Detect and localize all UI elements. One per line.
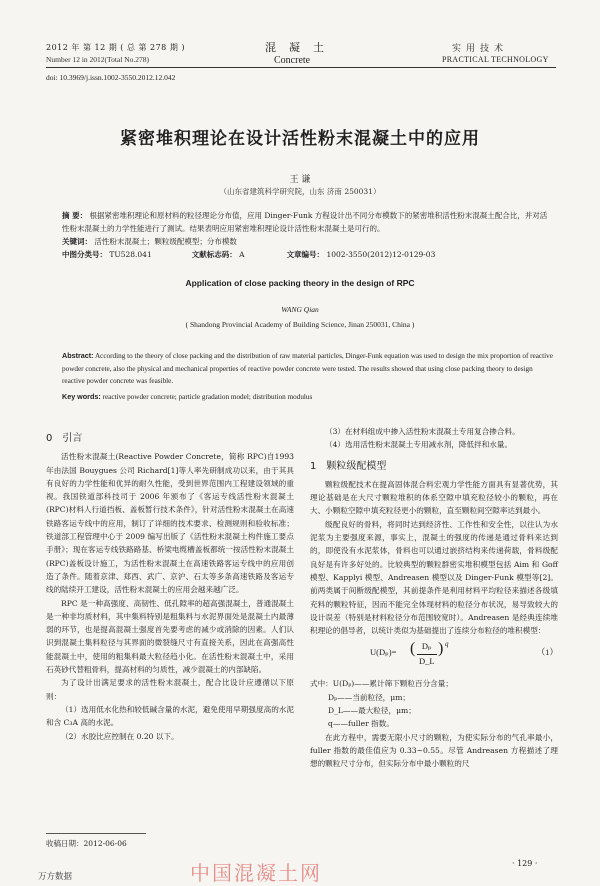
section-number: 1 [310,460,317,472]
english-keywords-label: Key words: [62,392,101,401]
equation-numerator: Dₚ [417,640,437,654]
issue-info: 2012 年 第 12 期 ( 总 第 278 期 ) [46,43,185,52]
watermark: 中国混凝土网 [190,861,322,885]
left-column [46,432,294,743]
section-name: 实用技术 [452,44,509,54]
definition: Dₚ——当前粒径，μm； [328,692,411,702]
abstract-text: 根据紧密堆积理论和原材料的粒径理论分布值，应用 Dinger-Funk 方程设计出不同分布模数下的紧密堆积活性粉末混凝土配合比，并对活性粉末混凝土的力学性能进行了测试。结果表明应用紧密堆积理论设计活性粉末混凝土是可行的。 [62,211,548,233]
article-no-label: 文章编号： [286,250,325,259]
author: 王 谦 [289,175,311,185]
section-number: 0 [46,433,53,444]
wanfang-mark: 万方数据 [38,872,73,882]
english-keywords-text: reactive powder concrete; particle gradation model; distribution modulus [102,393,313,401]
english-affiliation: ( Shandong Provincial Academy of Building Science, Jinan 250031, China ) [185,320,415,329]
list-item: （1）选用低水化热和较低碱含量的水泥，避免使用早期强度高的水泥和含 C₃A 高的水泥。 [46,704,294,728]
english-title: Application of close packing theory in the design of RPC [185,278,415,288]
section-heading-gradation [310,460,558,473]
definition: q——fuller 指数。 [328,719,394,729]
equation-fraction [417,640,437,668]
list-item: （2）水胶比应控制在 0.20 以下。 [61,731,179,741]
bracket-left: ( [410,640,416,658]
doc-code-label: 文献标志码： [191,250,237,259]
english-abstract-label: Abstract: [62,351,94,360]
clc-value: TU528.041 [109,250,152,259]
journal-name: 混凝土 [265,41,337,54]
affiliation: （山东省建筑科学研究院，山东 济南 250031） [219,187,381,196]
keywords-text: 活性粉末混凝土；颗粒级配模型；分布模数 [94,237,237,246]
english-keywords [62,392,312,401]
doi: doi: 10.3969/j.issn.1002-3550.2012.12.042 [46,73,176,82]
section-title: 引言 [62,433,83,444]
paragraph: RPC 是一种高强度、高韧性、低孔隙率的超高强混凝土，普通混凝土是一种非均质材料，其中集料特别是粗集料与水泥界面处是混凝土内最薄弱的环节，也是提高混凝土强度首先要考虑的减少或消除的因素。人们认识到混凝土集料粒径与其界面的微裂缝尺寸有直接关系，因此在高强高性能混凝土中，使用的粗集料最大粒径趋小化。在活性粉末混凝土中，采用石英砂代替粗骨料，提高材料的匀质性，减少混凝土的内部缺陷。 [46,598,294,675]
classification-line [62,249,435,260]
definition: 式中：U(Dₚ)——累计筛下颗粒百分含量； [310,679,453,689]
right-column [310,425,558,771]
paragraph: 为了设计出满足要求的活性粉末混凝土，配合比设计应遵循以下原则： [46,678,294,701]
paragraph: 级配良好的骨料，将同时达到经济性、工作性和安全性，以往认为水泥浆为主要强度来源，事实上，混凝土的强度的传递是通过骨料来达到的，即使没有水泥浆体，骨料也可以通过嵌挤结构来传递荷载，骨料级配良好是有许多好处的。比较典型的颗粒群密实堆积模型包括 Aim 和 Goff 模型、Kapplyi 模型、Andreasen 模型以及 Dinger-Funk 模型等[2]。前两类属于间断级配模型，其前提条件是利用材料平均粒径来描述各级填充料的颗粒特征，因而不能完全体现材料的粒径分布状况，易导致较大的设计误差（特别是材料粒径分布范围较宽时）。Andreasen 是经典连续堆积理论的倡导者，以统计类似为基础提出了连续分布粒径的堆积模型： [310,519,558,636]
issue-info-en: Number 12 in 2012(Total No.278) [46,55,150,64]
paragraph: 在此方程中，需要无限小尺寸的颗粒，为使实际分布的气孔率最小，fuller 指数的最佳值应为 0.33~0.55。尽管 Andreasen 方程描述了理想的颗粒尺寸分布，但实际分布中最小颗粒的尺 [310,732,558,769]
section-heading-intro [46,432,294,445]
equation-denominator: D_L [419,655,435,666]
article-no-value: 1002-3550(2012)12-0129-03 [326,250,436,259]
paragraph: 颗粒级配技术在提高固体混合料宏观力学性能方面具有显著优势，其理论基础是在大尺寸颗粒堆积的体系空隙中填充粒径较小的颗粒，再在大、小颗粒空隙中填充粒径更小的颗粒，直至颗粒间空隙率达到最小。 [310,479,558,516]
doc-code-value: A [239,250,245,259]
section-name-en: PRACTICAL TECHNOLOGY [442,55,549,64]
bracket-right: ) [438,640,444,658]
journal-name-en: Concrete [274,55,311,66]
equation-number: （1） [536,647,558,658]
equation-1 [310,640,558,674]
footnote-rule [46,833,146,834]
english-abstract [62,350,554,388]
clc-label: 中图分类号： [62,250,107,259]
definition: D_L——最大粒径，μm； [328,706,416,716]
page-title: 紧密堆积理论在设计活性粉末混凝土中的应用 [120,129,480,149]
equation-lhs: U(Dₚ)= [370,647,397,658]
paragraph: 活性粉末混凝土(Reactive Powder Concrete，简称 RPC)自1993 年由法国 Bouygues 公司 Richard[1]等人率先研制成功以来，由于其具有良好的力学性能和优异的耐久性能，受到世界范围内工程建设领域的重视。我国铁道部科技司于 2006 年颁布了《客运专线活性粉末混凝土(RPC)材料人行道挡板、盖板暂行技术条件》，针对活性粉末混凝土在高速铁路客运专线中的应用，制订了详细的技术要求、检测规则和验收标准；铁道部工程管理中心于 2009 编写出版了《活性粉末混凝土构件施工要点手册》；现在客运专线铁路路基、桥梁电缆槽盖板都统一按活性粉末混凝土(RPC)盖板设计施工，为活性粉末混凝土在高速铁路客运专线中的应用创造了条件。随着京津、郑西、武广、京沪、石太等多条高速铁路及客运专线的陆续开工建设，活性粉末混凝土的应用会越来越广泛。 [46,452,294,595]
list-item: （4）选用活性粉末混凝土专用减水剂，降低拌和水量。 [325,440,513,450]
abstract-label: 摘 要： [62,211,88,220]
list-item: （3）在材料组成中掺入活性粉末混凝土专用复合掺合料。 [325,427,520,436]
header-rule [46,67,556,68]
section-title: 颗粒级配模型 [326,460,387,472]
english-abstract-text: According to the theory of close packing and the distribution of raw material particles, Dinger-Funk equation was used to design the mix proportion of reactive powder concrete, also the physical and mechanical properties of reactive powder concrete were tested. The results showed that using close packing theory to design reactive powder concrete was feasible. [62,352,553,385]
keywords-label: 关键词： [62,237,92,246]
page-number: · 129 · [512,859,538,868]
received-date: 收稿日期：2012-06-06 [46,839,127,848]
english-author: WANG Qian [281,305,319,314]
equation-exponent: q [445,640,449,649]
abstract-cn [62,209,554,248]
